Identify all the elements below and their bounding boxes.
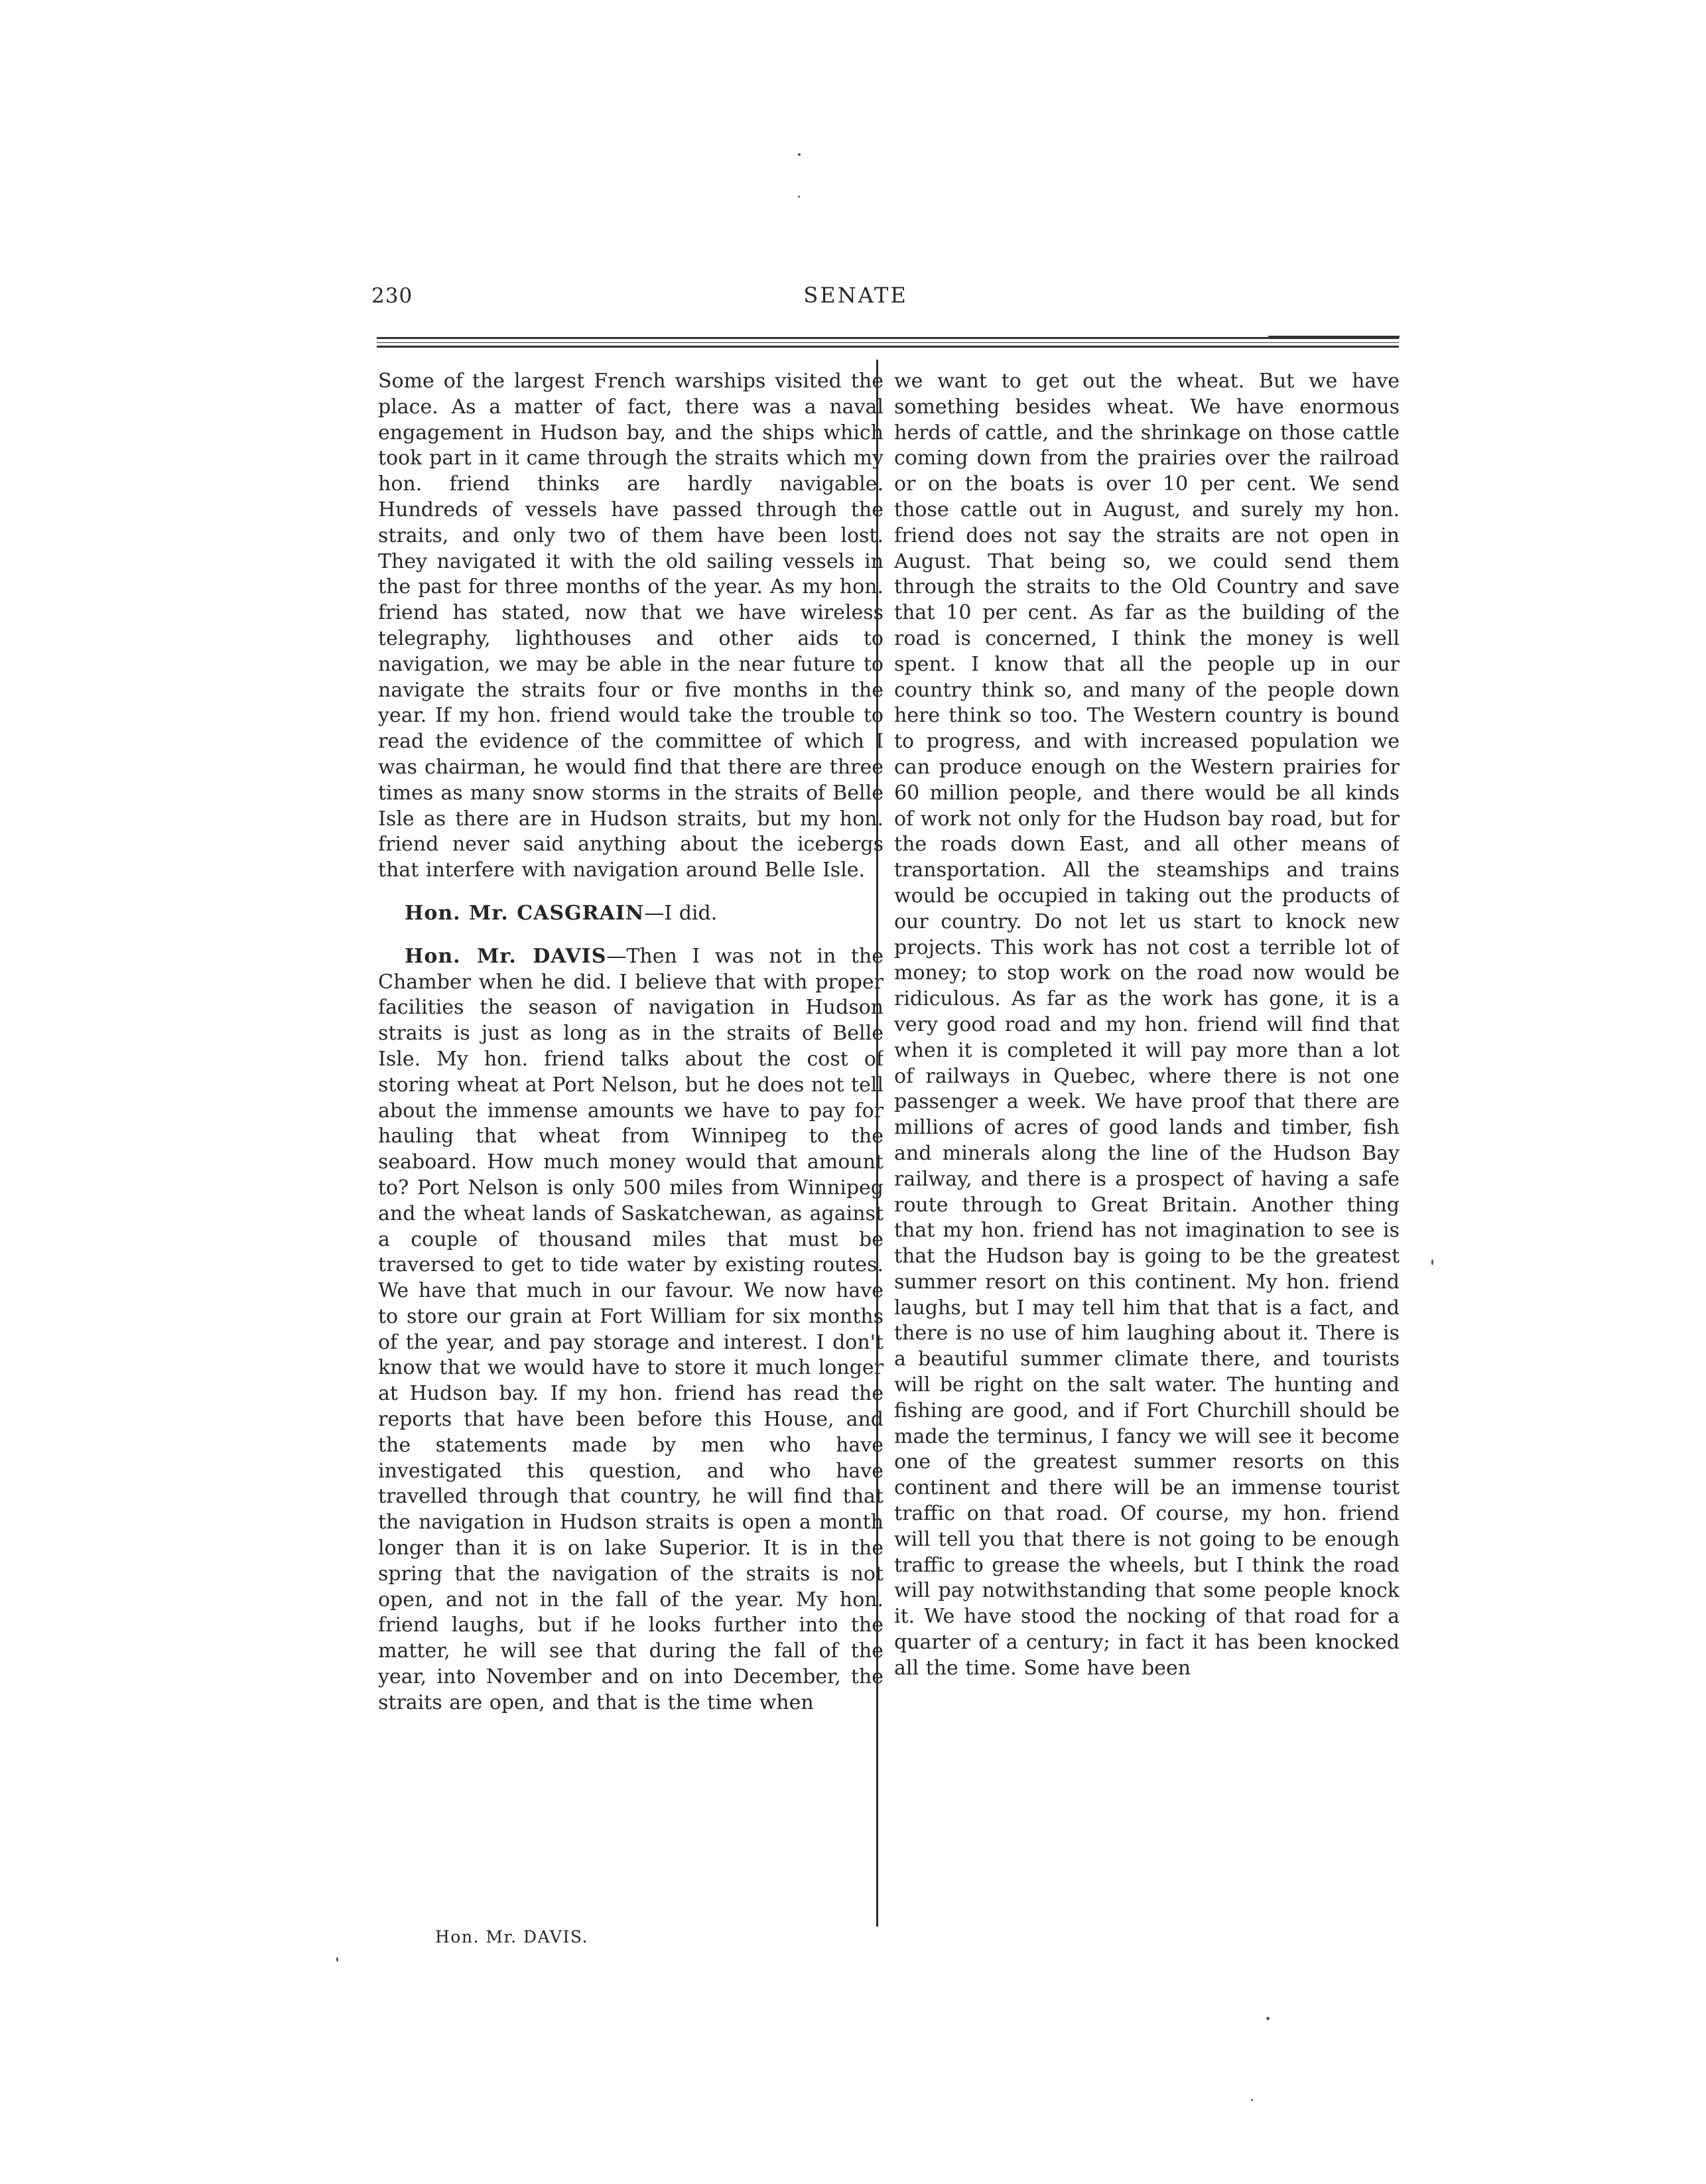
left-paragraph-2	[378, 901, 884, 927]
header-rule-right-accent	[1268, 336, 1400, 338]
speaker-davis: Hon. Mr. DAVIS	[405, 944, 607, 968]
davis-remark: —Then I was not in the Chamber when he did. I believe that with proper facilities the season of navigation in Hudson straits is just as long as in the straits of Belle Isle. My hon. friend talks about the cost of storing wheat at Port Nelson, but he does not tell about the immense amounts we have to pay for hauling that wheat from Winnipeg to the seaboard. How much money would that amount to? Port Nelson is only 500 miles from Winnipeg and the wheat lands of Saskatchewan, as against a couple of thousand miles that must be traversed to get to tide water by existing routes. We have that much in our favour. We now have to store our grain at Fort William for six months of the year, and pay storage and interest. I don't know that we would have to store it much longer at Hudson bay. If my hon. friend has read the reports that have been before this House, and the statements made by men who have investigated this question, and who have travelled through that country, he will find that the navigation in Hudson straits is open a month longer than it is on lake Superior. It is in the spring that the navigation of the straits is not open, and not in the fall of the year. My hon. friend laughs, but if he looks further into the matter, he will see that during the fall of the year, into November and on into December, the straits are open, and that is the time when	[378, 944, 884, 1714]
header-rule-middle	[377, 342, 1399, 343]
scan-speck	[336, 1957, 338, 1962]
speaker-casgrain: Hon. Mr. CASGRAIN	[405, 901, 645, 925]
scan-speck	[1251, 2099, 1253, 2101]
page-number: 230	[371, 284, 413, 308]
scan-speck	[798, 153, 801, 156]
running-head: SENATE	[803, 283, 908, 308]
scan-speck	[1266, 2017, 1270, 2020]
casgrain-remark: —I did.	[644, 901, 718, 925]
left-paragraph-3	[378, 944, 884, 1716]
header-rule-top	[377, 337, 1399, 339]
header-rule-bottom	[377, 346, 1399, 348]
left-paragraph-1: Some of the largest French warships visited the place. As a matter of fact, there was a naval engagement in Hudson bay, and the ships which took part in it came through the straits which my hon. friend thinks are hardly navigable. Hundreds of vessels have passed through the straits, and only two of them have been lost. They navigated it with the old sailing vessels in the past for three months of the year. As my hon. friend has stated, now that we have wireless telegraphy, lighthouses and other aids to navigation, we may be able in the near future to navigate the straits four or five months in the year. If my hon. friend would take the trouble to read the evidence of the committee of which I was chairman, he would find that there are three times as many snow storms in the straits of Belle Isle as there are in Hudson straits, but my hon. friend never said anything about the icebergs that interfere with navigation around Belle Isle.	[378, 370, 884, 882]
footer-speaker-name: Hon. Mr. DAVIS.	[435, 1927, 589, 1946]
right-column	[894, 369, 1400, 1943]
scan-speck	[1431, 1259, 1433, 1265]
right-paragraph-1: we want to get out the wheat. But we have something besides wheat. We have enormous herds of cattle, and the shrinkage on those cattle coming down from the prairies over the railroad or on the boats is over 10 per cent. We send those cattle out in August, and surely my hon. friend does not say the straits are not open in August. That being so, we could send them through the straits to the Old Country and save that 10 per cent. As far as the building of the road is concerned, I think the money is well spent. I know that all the people up in our country think so, and many of the people down here think so too. The Western country is bound to progress, and with increased population we can produce enough on the Western prairies for 60 million people, and there would be all kinds of work not only for the Hudson bay road, but for the roads down East, and all other means of transportation. All the steamships and trains would be occupied in taking out the products of our country. Do not let us start to knock new projects. This work has not cost a terrible lot of money; to stop work on the road now would be ridiculous. As far as the work has gone, it is a very good road and my hon. friend will find that when it is completed it will pay more than a lot of railways in Quebec, where there is not one passenger a week. We have proof that there are millions of acres of good lands and timber, fish and minerals along the line of the Hudson Bay railway, and there is a prospect of having a safe route through to Great Britain. Another thing that my hon. friend has not imagination to see is that the Hudson bay is going to be the greatest summer resort on this continent. My hon. friend laughs, but I may tell him that that is a fact, and there is no use of him laughing about it. There is a beautiful summer climate there, and tourists will be right on the salt water. The hunting and fishing are good, and if Fort Churchill should be made the terminus, I fancy we will see it become one of the greatest summer resorts on this continent and there will be an immense tourist traffic on that road. Of course, my hon. friend will tell you that there is not going to be enough traffic to grease the wheels, but I think the road will pay notwithstanding that some people knock it. We have stood the nocking of that road for a quarter of a century; in fact it has been knocked all the time. Some have been	[894, 370, 1400, 1680]
left-column	[378, 369, 884, 1943]
scan-speck	[798, 196, 800, 198]
